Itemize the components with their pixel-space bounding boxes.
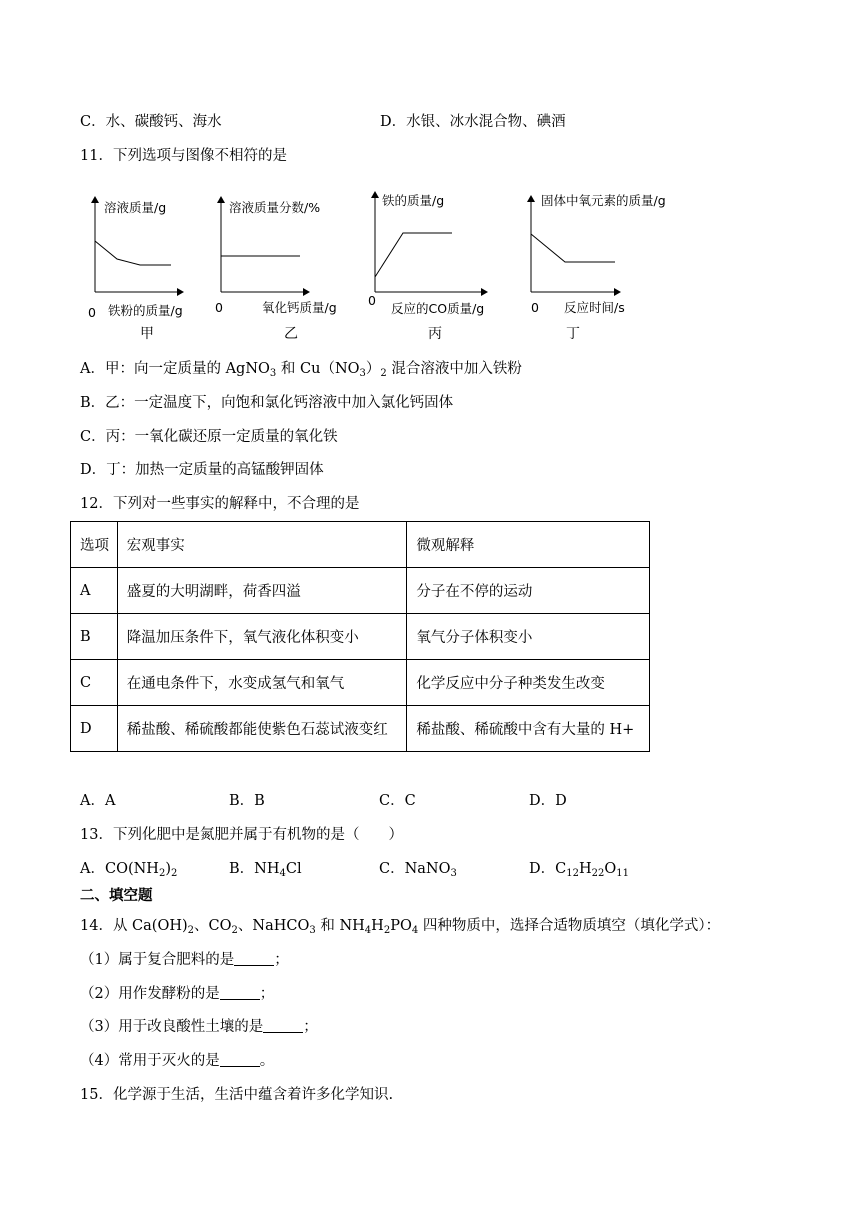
q13-option-d: D．$C_{12}H_{22}O_{11}$ bbox=[529, 861, 629, 879]
q12-option-c: C．C bbox=[379, 793, 416, 809]
q13-stem: 13．下列化肥中是氮肥并属于有机物的是（ ） bbox=[80, 827, 403, 843]
q10-option-c: C．水、碳酸钙、海水 bbox=[80, 114, 222, 130]
table-cell: A bbox=[71, 568, 118, 614]
graph-ding bbox=[531, 193, 666, 342]
graph-yi bbox=[215, 197, 337, 342]
table-cell: 分子在不停的运动 bbox=[407, 568, 650, 614]
q11-option-c: C．丙：一氧化碳还原一定质量的氧化铁 bbox=[80, 429, 338, 445]
q11-graphs bbox=[0, 180, 860, 345]
q14-item-4: （4）常用于灭火的是 。 bbox=[80, 1053, 275, 1069]
q11-stem: 11．下列选项与图像不相符的是 bbox=[80, 148, 287, 164]
q10-option-d: D．水银、冰水混合物、碘酒 bbox=[380, 114, 566, 130]
answer-blank[interactable] bbox=[220, 1052, 260, 1067]
q13-option-b: B．$NH_4Cl$ bbox=[229, 861, 302, 879]
table-cell: 氧气分子体积变小 bbox=[407, 614, 650, 660]
graph-ding-ylabel: 固体中氧元素的质量/g bbox=[541, 193, 666, 208]
table-cell: D bbox=[71, 706, 118, 752]
q12-option-a: A．A bbox=[80, 793, 116, 809]
q11-option-b: B．乙：一定温度下，向饱和氯化钙溶液中加入氯化钙固体 bbox=[80, 395, 454, 411]
table-cell: B bbox=[71, 614, 118, 660]
graph-bing-xlabel: 反应的CO质量/g bbox=[391, 301, 485, 316]
graph-yi-xlabel: 氧化钙质量/g bbox=[262, 300, 337, 315]
q14-stem: 14．从 $Ca(OH)_2$、$CO_2$、NaHCO$_3$ 和 $NH_4H_2PO_4$ 四种物质中，选择合适物质填空（填化学式）： bbox=[80, 918, 721, 936]
table-cell: 化学反应中分子种类发生改变 bbox=[407, 660, 650, 706]
answer-blank[interactable] bbox=[234, 951, 274, 966]
graph-ding-caption: 丁 bbox=[566, 326, 580, 342]
table-cell: 稀盐酸、稀硫酸都能使紫色石蕊试液变红 bbox=[117, 706, 407, 752]
table-row bbox=[71, 568, 650, 614]
graph-ding-curve bbox=[531, 234, 615, 262]
graph-jia-xlabel: 铁粉的质量/g bbox=[108, 303, 183, 318]
graph-jia-caption: 甲 bbox=[140, 326, 154, 342]
table-cell: 盛夏的大明湖畔，荷香四溢 bbox=[117, 568, 407, 614]
table-row bbox=[71, 706, 650, 752]
q12-option-d: D．D bbox=[529, 793, 567, 809]
graph-jia-origin: 0 bbox=[88, 305, 96, 320]
q13-option-c: C．NaNO$_3$ bbox=[379, 861, 457, 879]
graph-bing-caption: 丙 bbox=[428, 326, 442, 342]
graph-bing bbox=[368, 192, 487, 342]
table-cell: C bbox=[71, 660, 118, 706]
graph-jia bbox=[88, 197, 183, 342]
q11-option-d: D．丁：加热一定质量的高锰酸钾固体 bbox=[80, 462, 324, 478]
graph-bing-ylabel: 铁的质量/g bbox=[382, 193, 445, 208]
graph-bing-curve bbox=[375, 233, 452, 277]
q14-item-2: （2）用作发酵粉的是 ； bbox=[80, 986, 275, 1002]
graph-yi-caption: 乙 bbox=[284, 326, 298, 342]
graph-jia-ylabel: 溶液质量/g bbox=[104, 200, 167, 215]
q12-table bbox=[70, 521, 650, 752]
graph-ding-origin: 0 bbox=[531, 300, 539, 315]
answer-blank[interactable] bbox=[220, 985, 260, 1000]
table-cell: 降温加压条件下，氧气液化体积变小 bbox=[117, 614, 407, 660]
table-cell: 在通电条件下，水变成氢气和氧气 bbox=[117, 660, 407, 706]
graph-bing-origin: 0 bbox=[368, 293, 376, 308]
graph-yi-origin: 0 bbox=[215, 300, 223, 315]
table-row bbox=[71, 660, 650, 706]
q14-item-1: （1）属于复合肥料的是 ； bbox=[80, 952, 289, 968]
table-header-cell: 宏观事实 bbox=[117, 522, 407, 568]
q15-stem: 15．化学源于生活，生活中蕴含着许多化学知识. bbox=[80, 1087, 394, 1103]
graph-jia-curve bbox=[95, 241, 171, 265]
table-header-cell: 微观解释 bbox=[407, 522, 650, 568]
graph-ding-xlabel: 反应时间/s bbox=[564, 300, 625, 315]
answer-blank[interactable] bbox=[263, 1018, 303, 1033]
q11-option-a: A．甲：向一定质量的 AgNO$_3$ 和 $Cu(NO_3)_2$ 混合溶液中加入铁粉 bbox=[80, 361, 522, 379]
table-cell: 稀盐酸、稀硫酸中含有大量的 H+ bbox=[407, 706, 650, 752]
q12-option-b: B．B bbox=[229, 793, 265, 809]
graph-yi-ylabel: 溶液质量分数/% bbox=[229, 200, 321, 215]
table-header-row bbox=[71, 522, 650, 568]
section-title: 二、填空题 bbox=[80, 888, 153, 904]
table-row bbox=[71, 614, 650, 660]
table-header-cell: 选项 bbox=[71, 522, 118, 568]
q14-item-3: （3）用于改良酸性土壤的是 ； bbox=[80, 1019, 318, 1035]
q12-stem: 12．下列对一些事实的解释中，不合理的是 bbox=[80, 496, 360, 512]
q13-option-a: A．$CO(NH_2)_2$ bbox=[80, 861, 178, 879]
